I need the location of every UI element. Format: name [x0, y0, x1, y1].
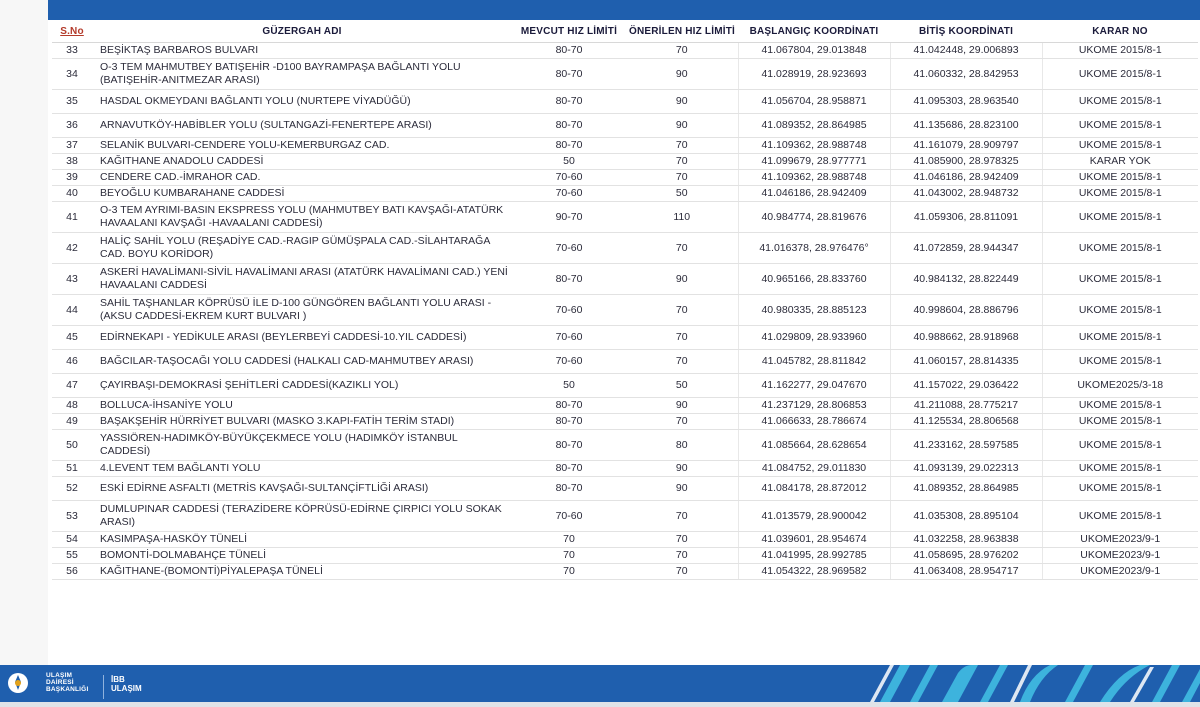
current-limit: 90-70 [512, 202, 626, 233]
end-coordinate: 41.157022, 29.036422 [890, 374, 1042, 398]
table-row [52, 295, 1198, 326]
decision-number: UKOME2023/9-1 [1042, 548, 1198, 564]
proposed-limit: 90 [626, 461, 738, 477]
row-number: 52 [52, 477, 92, 501]
department-logo-text [46, 672, 88, 693]
current-limit: 70-60 [512, 295, 626, 326]
table-row [52, 186, 1198, 202]
ibb-logo-line-2: ULAŞIM [111, 684, 142, 693]
route-name: BEYOĞLU KUMBARAHANE CADDESİ [92, 186, 512, 202]
proposed-limit: 70 [626, 170, 738, 186]
row-number: 55 [52, 548, 92, 564]
table-row [52, 138, 1198, 154]
current-limit: 80-70 [512, 138, 626, 154]
decision-number: UKOME 2015/8-1 [1042, 186, 1198, 202]
current-limit: 70-60 [512, 170, 626, 186]
current-limit: 80-70 [512, 461, 626, 477]
decision-number: UKOME 2015/8-1 [1042, 233, 1198, 264]
end-coordinate: 41.035308, 28.895104 [890, 501, 1042, 532]
row-number: 47 [52, 374, 92, 398]
proposed-limit: 70 [626, 138, 738, 154]
end-coordinate: 41.161079, 28.909797 [890, 138, 1042, 154]
end-coordinate: 41.058695, 28.976202 [890, 548, 1042, 564]
start-coordinate: 41.045782, 28.811842 [738, 350, 890, 374]
decision-number: UKOME2023/9-1 [1042, 564, 1198, 580]
end-coordinate: 41.046186, 28.942409 [890, 170, 1042, 186]
proposed-limit: 90 [626, 90, 738, 114]
decision-number: UKOME2023/9-1 [1042, 532, 1198, 548]
ibb-emblem-icon [6, 670, 30, 698]
start-coordinate: 41.013579, 28.900042 [738, 501, 890, 532]
current-limit: 70 [512, 548, 626, 564]
current-limit: 70-60 [512, 233, 626, 264]
decision-number: UKOME 2015/8-1 [1042, 461, 1198, 477]
start-coordinate: 41.039601, 28.954674 [738, 532, 890, 548]
end-coordinate: 41.043002, 28.948732 [890, 186, 1042, 202]
table-row [52, 374, 1198, 398]
current-limit: 80-70 [512, 430, 626, 461]
current-limit: 70-60 [512, 350, 626, 374]
decision-number: UKOME 2015/8-1 [1042, 501, 1198, 532]
header-route: GÜZERGAH ADI [92, 20, 512, 43]
start-coordinate: 41.237129, 28.806853 [738, 398, 890, 414]
start-coordinate: 41.066633, 28.786674 [738, 414, 890, 430]
current-limit: 80-70 [512, 477, 626, 501]
end-coordinate: 41.060157, 28.814335 [890, 350, 1042, 374]
end-coordinate: 41.085900, 28.978325 [890, 154, 1042, 170]
footer-divider [103, 675, 104, 699]
row-number: 46 [52, 350, 92, 374]
end-coordinate: 41.233162, 28.597585 [890, 430, 1042, 461]
route-name: DUMLUPINAR CADDESİ (TERAZİDERE KÖPRÜSÜ-EDİRNE ÇIRPICI YOLU SOKAK ARASI) [92, 501, 512, 532]
row-number: 41 [52, 202, 92, 233]
current-limit: 80-70 [512, 398, 626, 414]
dept-line-3: BAŞKANLIĞI [46, 686, 89, 693]
row-number: 53 [52, 501, 92, 532]
decision-number: KARAR YOK [1042, 154, 1198, 170]
table-row [52, 170, 1198, 186]
decision-number: UKOME 2015/8-1 [1042, 295, 1198, 326]
proposed-limit: 80 [626, 430, 738, 461]
route-name: YASSIÖREN-HADIMKÖY-BÜYÜKÇEKMECE YOLU (HADIMKÖY İSTANBUL CADDESİ) [92, 430, 512, 461]
row-number: 37 [52, 138, 92, 154]
decision-number: UKOME2025/3-18 [1042, 374, 1198, 398]
table-row [52, 430, 1198, 461]
start-coordinate: 41.029809, 28.933960 [738, 326, 890, 350]
decision-number: UKOME 2015/8-1 [1042, 326, 1198, 350]
route-name: SAHİL TAŞHANLAR KÖPRÜSÜ İLE D-100 GÜNGÖREN BAĞLANTI YOLU ARASI - (AKSU CADDESİ-EKREM KURT BULVARI ) [92, 295, 512, 326]
start-coordinate: 41.054322, 28.969582 [738, 564, 890, 580]
row-number: 40 [52, 186, 92, 202]
current-limit: 70 [512, 564, 626, 580]
start-coordinate: 40.984774, 28.819676 [738, 202, 890, 233]
decision-number: UKOME 2015/8-1 [1042, 90, 1198, 114]
route-name: ÇAYIRBAŞI-DEMOKRASİ ŞEHİTLERİ CADDESİ(KAZIKLI YOL) [92, 374, 512, 398]
table-row [52, 202, 1198, 233]
current-limit: 80-70 [512, 114, 626, 138]
route-name: ARNAVUTKÖY-HABİBLER YOLU (SULTANGAZİ-FENERTEPE ARASI) [92, 114, 512, 138]
route-name: O-3 TEM AYRIMI-BASIN EKSPRESS YOLU (MAHMUTBEY BATI KAVŞAĞI-ATATÜRK HAVAALANI KAVŞAĞI -HAVAALANI CADDESİ) [92, 202, 512, 233]
proposed-limit: 70 [626, 326, 738, 350]
row-number: 49 [52, 414, 92, 430]
row-number: 43 [52, 264, 92, 295]
decision-number: UKOME 2015/8-1 [1042, 264, 1198, 295]
proposed-limit: 110 [626, 202, 738, 233]
row-number: 35 [52, 90, 92, 114]
proposed-limit: 70 [626, 414, 738, 430]
current-limit: 80-70 [512, 59, 626, 90]
proposed-limit: 50 [626, 374, 738, 398]
table-row [52, 477, 1198, 501]
route-name: 4.LEVENT TEM BAĞLANTI YOLU [92, 461, 512, 477]
row-number: 36 [52, 114, 92, 138]
decision-number: UKOME 2015/8-1 [1042, 202, 1198, 233]
end-coordinate: 40.984132, 28.822449 [890, 264, 1042, 295]
row-number: 38 [52, 154, 92, 170]
route-name: KAĞITHANE ANADOLU CADDESİ [92, 154, 512, 170]
row-number: 45 [52, 326, 92, 350]
start-coordinate: 41.028919, 28.923693 [738, 59, 890, 90]
current-limit: 50 [512, 374, 626, 398]
start-coordinate: 41.046186, 28.942409 [738, 186, 890, 202]
proposed-limit: 70 [626, 43, 738, 59]
decision-number: UKOME 2015/8-1 [1042, 43, 1198, 59]
table-row [52, 414, 1198, 430]
ibb-logo-line-1: İBB [111, 675, 125, 684]
end-coordinate: 41.093139, 29.022313 [890, 461, 1042, 477]
decision-number: UKOME 2015/8-1 [1042, 114, 1198, 138]
proposed-limit: 70 [626, 154, 738, 170]
start-coordinate: 41.056704, 28.958871 [738, 90, 890, 114]
proposed-limit: 70 [626, 564, 738, 580]
table-row [52, 326, 1198, 350]
proposed-limit: 70 [626, 532, 738, 548]
start-coordinate: 41.067804, 29.013848 [738, 43, 890, 59]
start-coordinate: 41.109362, 28.988748 [738, 138, 890, 154]
end-coordinate: 41.042448, 29.006893 [890, 43, 1042, 59]
row-number: 54 [52, 532, 92, 548]
start-coordinate: 41.099679, 28.977771 [738, 154, 890, 170]
table-row [52, 350, 1198, 374]
start-coordinate: 41.089352, 28.864985 [738, 114, 890, 138]
route-name: BOLLUCA-İHSANİYE YOLU [92, 398, 512, 414]
proposed-limit: 70 [626, 501, 738, 532]
end-coordinate: 41.095303, 28.963540 [890, 90, 1042, 114]
table-row [52, 90, 1198, 114]
decision-number: UKOME 2015/8-1 [1042, 414, 1198, 430]
current-limit: 70-60 [512, 501, 626, 532]
current-limit: 80-70 [512, 90, 626, 114]
table-row [52, 532, 1198, 548]
row-number: 51 [52, 461, 92, 477]
route-name: BAĞCILAR-TAŞOCAĞI YOLU CADDESİ (HALKALI CAD-MAHMUTBEY ARASI) [92, 350, 512, 374]
start-coordinate: 41.109362, 28.988748 [738, 170, 890, 186]
table-row [52, 264, 1198, 295]
start-coordinate: 41.162277, 29.047670 [738, 374, 890, 398]
table-row [52, 154, 1198, 170]
current-limit: 80-70 [512, 414, 626, 430]
proposed-limit: 90 [626, 59, 738, 90]
footer-bottom-strip [0, 702, 1200, 707]
ibb-ulasim-logo [111, 675, 142, 693]
dept-line-2: DAİRESİ [46, 679, 74, 686]
table-row [52, 548, 1198, 564]
header-decision: KARAR NO [1042, 20, 1198, 43]
row-number: 44 [52, 295, 92, 326]
start-coordinate: 40.965166, 28.833760 [738, 264, 890, 295]
row-number: 56 [52, 564, 92, 580]
decision-number: UKOME 2015/8-1 [1042, 430, 1198, 461]
header-current-limit: MEVCUT HIZ LİMİTİ [512, 20, 626, 43]
end-coordinate: 41.072859, 28.944347 [890, 233, 1042, 264]
route-name: CENDERE CAD.-İMRAHOR CAD. [92, 170, 512, 186]
end-coordinate: 41.060332, 28.842953 [890, 59, 1042, 90]
table-row [52, 233, 1198, 264]
table-row [52, 43, 1198, 59]
proposed-limit: 90 [626, 114, 738, 138]
route-name: BOMONTİ-DOLMABAHÇE TÜNELİ [92, 548, 512, 564]
route-name: BEŞİKTAŞ BARBAROS BULVARI [92, 43, 512, 59]
proposed-limit: 50 [626, 186, 738, 202]
proposed-limit: 70 [626, 295, 738, 326]
row-number: 34 [52, 59, 92, 90]
dept-line-1: ULAŞIM [46, 672, 73, 679]
row-number: 48 [52, 398, 92, 414]
end-coordinate: 41.063408, 28.954717 [890, 564, 1042, 580]
speed-limit-table [52, 20, 1198, 580]
route-name: KASIMPAŞA-HASKÖY TÜNELİ [92, 532, 512, 548]
route-name: SELANİK BULVARI-CENDERE YOLU-KEMERBURGAZ CAD. [92, 138, 512, 154]
end-coordinate: 41.089352, 28.864985 [890, 477, 1042, 501]
header-sno: S.No [52, 20, 92, 43]
decision-number: UKOME 2015/8-1 [1042, 398, 1198, 414]
end-coordinate: 40.998604, 28.886796 [890, 295, 1042, 326]
row-number: 42 [52, 233, 92, 264]
end-coordinate: 41.135686, 28.823100 [890, 114, 1042, 138]
proposed-limit: 90 [626, 477, 738, 501]
end-coordinate: 41.032258, 28.963838 [890, 532, 1042, 548]
table-header-row [52, 20, 1198, 43]
start-coordinate: 41.085664, 28.628654 [738, 430, 890, 461]
route-name: HALİÇ SAHİL YOLU (REŞADİYE CAD.-RAGIP GÜMÜŞPALA CAD.-SİLAHTARAĞA CAD. BOYU KORİDOR) [92, 233, 512, 264]
proposed-limit: 70 [626, 350, 738, 374]
route-name: ASKERİ HAVALİMANI-SİVİL HAVALİMANI ARASI (ATATÜRK HAVALİMANI CAD.) YENİ HAVAALANI CADDESİ [92, 264, 512, 295]
route-name: ESKİ EDİRNE ASFALTI (METRİS KAVŞAĞI-SULTANÇİFTLİĞİ ARASI) [92, 477, 512, 501]
route-name: O-3 TEM MAHMUTBEY BATIŞEHİR -D100 BAYRAMPAŞA BAĞLANTI YOLU (BATIŞEHİR-ANITMEZAR ARASI) [92, 59, 512, 90]
start-coordinate: 41.016378, 28.976476° [738, 233, 890, 264]
end-coordinate: 41.059306, 28.811091 [890, 202, 1042, 233]
current-limit: 70 [512, 532, 626, 548]
route-name: KAĞITHANE-(BOMONTİ)PİYALEPAŞA TÜNELİ [92, 564, 512, 580]
start-coordinate: 41.041995, 28.992785 [738, 548, 890, 564]
table-row [52, 398, 1198, 414]
proposed-limit: 70 [626, 233, 738, 264]
row-number: 50 [52, 430, 92, 461]
header-end-coord: BİTİŞ KOORDİNATI [890, 20, 1042, 43]
table-row [52, 461, 1198, 477]
start-coordinate: 40.980335, 28.885123 [738, 295, 890, 326]
current-limit: 70-60 [512, 326, 626, 350]
end-coordinate: 40.988662, 28.918968 [890, 326, 1042, 350]
header-proposed-limit: ÖNERİLEN HIZ LİMİTİ [626, 20, 738, 43]
start-coordinate: 41.084178, 28.872012 [738, 477, 890, 501]
top-banner [48, 0, 1200, 20]
route-name: EDİRNEKAPI - YEDİKULE ARASI (BEYLERBEYİ CADDESİ-10.YIL CADDESİ) [92, 326, 512, 350]
proposed-limit: 90 [626, 398, 738, 414]
row-number: 33 [52, 43, 92, 59]
table-row [52, 501, 1198, 532]
start-coordinate: 41.084752, 29.011830 [738, 461, 890, 477]
decision-number: UKOME 2015/8-1 [1042, 59, 1198, 90]
current-limit: 80-70 [512, 264, 626, 295]
end-coordinate: 41.211088, 28.775217 [890, 398, 1042, 414]
table-row [52, 114, 1198, 138]
table-row [52, 564, 1198, 580]
decision-number: UKOME 2015/8-1 [1042, 350, 1198, 374]
decision-number: UKOME 2015/8-1 [1042, 477, 1198, 501]
route-name: BAŞAKŞEHİR HÜRRİYET BULVARI (MASKO 3.KAPI-FATİH TERİM STADI) [92, 414, 512, 430]
proposed-limit: 90 [626, 264, 738, 295]
wave-pattern-icon [860, 665, 1200, 702]
decision-number: UKOME 2015/8-1 [1042, 170, 1198, 186]
table-row [52, 59, 1198, 90]
end-coordinate: 41.125534, 28.806568 [890, 414, 1042, 430]
current-limit: 50 [512, 154, 626, 170]
current-limit: 70-60 [512, 186, 626, 202]
current-limit: 80-70 [512, 43, 626, 59]
proposed-limit: 70 [626, 548, 738, 564]
left-margin [0, 0, 48, 665]
decision-number: UKOME 2015/8-1 [1042, 138, 1198, 154]
row-number: 39 [52, 170, 92, 186]
route-name: HASDAL OKMEYDANI BAĞLANTI YOLU (NURTEPE VİYADÜĞÜ) [92, 90, 512, 114]
header-start-coord: BAŞLANGIÇ KOORDİNATI [738, 20, 890, 43]
